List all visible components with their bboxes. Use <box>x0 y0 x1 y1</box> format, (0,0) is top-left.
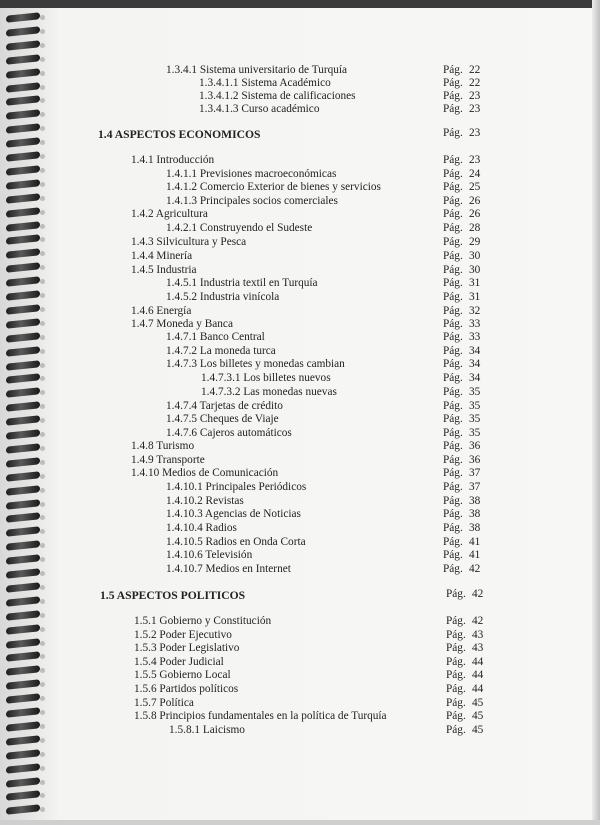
toc-entry <box>166 481 306 494</box>
toc-entry-title: 1.4.7.3.1 Los billetes nuevos <box>201 372 331 384</box>
toc-entry <box>199 103 319 116</box>
page-number: 23 <box>469 90 481 102</box>
page-number: 28 <box>469 222 481 234</box>
page-number: 44 <box>472 656 484 668</box>
toc-entry-title: 1.4.10.6 Televisión <box>166 549 253 561</box>
toc-entry-title: 1.4.10.7 Medios en Internet <box>166 563 291 575</box>
toc-entry <box>166 413 279 426</box>
toc-page-ref <box>443 195 480 208</box>
page-abbrev: Pág. <box>443 440 463 452</box>
toc-entry-title: 1.4.1.1 Previsiones macroeconómicas <box>166 168 337 180</box>
toc-page-ref <box>443 481 480 494</box>
toc-page-ref <box>443 495 480 508</box>
toc-entry-title: 1.5.7 Política <box>134 697 194 709</box>
toc-entry <box>131 250 192 263</box>
toc-page-ref <box>443 522 480 535</box>
toc-entry-title: 1.4.8 Turismo <box>131 440 195 452</box>
toc-page-ref <box>446 710 483 723</box>
page-abbrev: Pág. <box>443 318 463 330</box>
page-abbrev: Pág. <box>443 522 463 534</box>
toc-entry-title: 1.4.10.1 Principales Periódicos <box>166 481 307 493</box>
page-abbrev: Pág. <box>443 77 463 89</box>
toc-entry <box>166 495 244 508</box>
toc-page-ref <box>446 588 483 601</box>
page-abbrev: Pág. <box>443 386 463 398</box>
page-number: 35 <box>469 413 481 425</box>
toc-entry-title: 1.4 ASPECTOS ECONOMICOS <box>98 128 261 141</box>
toc-entry <box>134 642 239 655</box>
toc-page-ref <box>443 222 480 235</box>
page-abbrev: Pág. <box>443 222 463 234</box>
toc-entry-title: 1.4.7.2 La moneda turca <box>166 345 276 357</box>
page-abbrev: Pág. <box>443 168 463 180</box>
toc-entry-title: 1.5.8 Principios fundamentales en la política de Turquía <box>134 710 387 722</box>
toc-page-ref <box>443 277 480 290</box>
toc-entry-title: 1.4.6 Energía <box>131 305 192 317</box>
page-number: 23 <box>469 127 481 139</box>
toc-entry <box>134 629 232 642</box>
toc-entry-title: 1.4.7 Moneda y Banca <box>131 318 233 330</box>
toc-entry <box>201 372 331 385</box>
page-number: 44 <box>472 683 484 695</box>
toc-entry <box>166 345 276 358</box>
page-number: 38 <box>469 508 481 520</box>
toc-entry <box>166 508 301 521</box>
toc-page-ref <box>443 358 480 371</box>
toc-entry <box>131 467 278 480</box>
toc-entry-title: 1.4.10 Medios de Comunicación <box>131 467 279 479</box>
page-abbrev: Pág. <box>443 563 463 575</box>
toc-entry-title: 1.5.4 Poder Judicial <box>134 656 224 668</box>
toc-page-ref <box>443 181 480 194</box>
toc-entry-title: 1.5 ASPECTOS POLITICOS <box>100 589 246 602</box>
toc-entry <box>131 318 233 331</box>
page-abbrev: Pág. <box>443 536 463 548</box>
toc-entry <box>134 710 387 723</box>
toc-entry-title: 1.4.5.1 Industria textil en Turquía <box>166 277 318 289</box>
toc-entry <box>166 331 265 344</box>
page-number: 35 <box>469 400 481 412</box>
toc-page-ref <box>443 77 480 90</box>
toc-page-ref <box>443 236 480 249</box>
page-number: 31 <box>469 291 481 303</box>
toc-entry-title: 1.4.7.3 Los billetes y monedas cambian <box>166 358 345 370</box>
toc-entry <box>134 697 194 710</box>
page-abbrev: Pág. <box>443 208 463 220</box>
page-abbrev: Pág. <box>443 400 463 412</box>
toc-entry <box>131 440 194 453</box>
toc-entry-title: 1.5.2 Poder Ejecutivo <box>134 629 232 641</box>
page-number: 34 <box>469 372 481 384</box>
page-abbrev: Pág. <box>446 710 466 722</box>
toc-entry-title: 1.3.4.1.2 Sistema de calificaciones <box>199 90 356 102</box>
toc-entry <box>166 549 252 562</box>
toc-entry <box>166 291 279 304</box>
toc-page-ref <box>443 318 480 331</box>
toc-entry-title: 1.4.7.5 Cheques de Viaje <box>166 413 279 425</box>
toc-page-ref <box>446 669 483 682</box>
page-abbrev: Pág. <box>446 629 466 641</box>
page-number: 30 <box>469 264 481 276</box>
page-number: 42 <box>472 615 484 627</box>
toc-entry-title: 1.3.4.1.1 Sistema Académico <box>199 77 331 89</box>
toc-page-ref <box>443 440 480 453</box>
page-number: 42 <box>472 588 484 600</box>
toc-page-ref <box>446 697 483 710</box>
page-number: 45 <box>472 724 484 736</box>
toc-page-ref <box>446 629 483 642</box>
page-abbrev: Pág. <box>443 250 463 262</box>
page-abbrev: Pág. <box>446 615 466 627</box>
page-abbrev: Pág. <box>443 495 463 507</box>
toc-entry <box>134 669 231 682</box>
toc-page-ref <box>443 549 480 562</box>
toc-entry-title: 1.5.5 Gobierno Local <box>134 669 231 681</box>
toc-page-ref <box>443 250 480 263</box>
page-abbrev: Pág. <box>443 413 463 425</box>
toc-page-ref <box>443 291 480 304</box>
toc-page-ref <box>443 90 480 103</box>
toc-entry-title: 1.3.4.1 Sistema universitario de Turquía <box>166 64 348 76</box>
toc-entry <box>201 386 337 399</box>
toc-entry-title: 1.4.10.4 Radios <box>166 522 237 534</box>
toc-page-ref <box>443 372 480 385</box>
toc-page-ref <box>443 154 480 167</box>
page-abbrev: Pág. <box>443 277 463 289</box>
page-abbrev: Pág. <box>443 64 463 76</box>
page-abbrev: Pág. <box>443 264 463 276</box>
page-number: 38 <box>469 495 481 507</box>
page-number: 43 <box>472 629 484 641</box>
toc-entry-title: 1.4.5.2 Industria vinícola <box>166 291 280 303</box>
page-number: 23 <box>469 103 481 115</box>
toc-page-ref <box>443 400 480 413</box>
page-abbrev: Pág. <box>443 291 463 303</box>
page-abbrev: Pág. <box>443 181 463 193</box>
toc-entry-title: 1.4.1 Introducción <box>131 154 215 166</box>
page-number: 35 <box>469 386 481 398</box>
page-abbrev: Pág. <box>443 90 463 102</box>
toc-entry-title: 1.4.9 Transporte <box>131 454 205 466</box>
toc-page-ref <box>443 563 480 576</box>
toc-page-ref <box>446 724 483 737</box>
toc-entry <box>131 305 191 318</box>
toc-entry <box>199 77 331 90</box>
page-number: 32 <box>469 305 481 317</box>
page-abbrev: Pág. <box>443 372 463 384</box>
page-abbrev: Pág. <box>446 669 466 681</box>
page-abbrev: Pág. <box>443 154 463 166</box>
page-abbrev: Pág. <box>446 697 466 709</box>
page-number: 44 <box>472 669 484 681</box>
toc-entry <box>166 181 381 194</box>
toc-entry-title: 1.4.7.4 Tarjetas de crédito <box>166 400 283 412</box>
page-number: 37 <box>469 481 481 493</box>
page-abbrev: Pág. <box>443 454 463 466</box>
toc-section-heading <box>100 589 245 603</box>
toc-entry-title: 1.4.2 Agricultura <box>131 208 208 220</box>
toc-entry <box>166 563 291 576</box>
page-number: 25 <box>469 181 481 193</box>
page-abbrev: Pág. <box>446 642 466 654</box>
page-number: 30 <box>469 250 481 262</box>
page-abbrev: Pág. <box>443 345 463 357</box>
toc-page-ref <box>443 331 480 344</box>
toc-entry-title: 1.4.4 Minería <box>131 250 193 262</box>
toc-entry <box>134 615 271 628</box>
toc-entry <box>166 277 318 290</box>
toc-entry-title: 1.4.2.1 Construyendo el Sudeste <box>166 222 313 234</box>
toc-entry-title: 1.4.10.5 Radios en Onda Corta <box>166 536 306 548</box>
toc-entry <box>131 208 208 221</box>
toc-entry <box>166 168 336 181</box>
toc-entry-title: 1.4.3 Silvicultura y Pesca <box>131 236 247 248</box>
toc-page-ref <box>446 683 483 696</box>
toc-entry-title: 1.4.7.1 Banco Central <box>166 331 265 343</box>
toc-page-ref <box>443 127 480 140</box>
toc-page-ref <box>443 345 480 358</box>
toc-entry-title: 1.4.7.3.2 Las monedas nuevas <box>201 386 337 398</box>
toc-entry-title: 1.4.7.6 Cajeros automáticos <box>166 427 292 439</box>
toc-entry <box>166 400 283 413</box>
page-abbrev: Pág. <box>446 724 466 736</box>
toc-entry-title: 1.4.5 Industria <box>131 264 197 276</box>
toc-page-ref <box>443 427 480 440</box>
page-number: 42 <box>469 563 481 575</box>
page-abbrev: Pág. <box>446 656 466 668</box>
toc-entry <box>131 236 246 249</box>
toc-entry <box>166 64 347 77</box>
page-number: 35 <box>469 427 481 439</box>
toc-entry-title: 1.4.1.2 Comercio Exterior de bienes y servicios <box>166 181 381 193</box>
page-abbrev: Pág. <box>443 103 463 115</box>
toc-page-ref <box>443 454 480 467</box>
page-number: 34 <box>469 345 481 357</box>
toc-entry-title: 1.5.3 Poder Legislativo <box>134 642 240 654</box>
page-abbrev: Pág. <box>443 549 463 561</box>
toc-entry <box>134 656 224 669</box>
page-abbrev: Pág. <box>443 508 463 520</box>
page-number: 43 <box>472 642 484 654</box>
page-abbrev: Pág. <box>443 467 463 479</box>
page-number: 36 <box>469 440 481 452</box>
toc-page-ref <box>443 64 480 77</box>
toc-entry <box>131 154 214 167</box>
page-abbrev: Pág. <box>443 427 463 439</box>
page-number: 45 <box>472 697 484 709</box>
toc-page-ref <box>443 413 480 426</box>
page-number: 45 <box>472 710 484 722</box>
page-number: 31 <box>469 277 481 289</box>
page-number: 23 <box>469 154 481 166</box>
toc-entry-title: 1.5.6 Partidos políticos <box>134 683 239 695</box>
page-abbrev: Pág. <box>443 331 463 343</box>
page-abbrev: Pág. <box>443 127 463 139</box>
page-number: 22 <box>469 64 481 76</box>
page-number: 41 <box>469 549 481 561</box>
toc-page-ref <box>446 656 483 669</box>
toc-page-ref <box>443 208 480 221</box>
toc-page-ref <box>443 103 480 116</box>
toc-section-heading <box>98 128 260 142</box>
toc-entry <box>166 427 292 440</box>
page-number: 33 <box>469 318 481 330</box>
page-number: 34 <box>469 358 481 370</box>
page-abbrev: Pág. <box>443 305 463 317</box>
page-number: 26 <box>469 195 481 207</box>
toc-page-ref <box>443 508 480 521</box>
page-abbrev: Pág. <box>443 195 463 207</box>
page-number: 26 <box>469 208 481 220</box>
toc-entry <box>131 264 197 277</box>
toc-page-ref <box>443 386 480 399</box>
toc-entry <box>166 522 237 535</box>
toc-entry-title: 1.3.4.1.3 Curso académico <box>199 103 320 115</box>
toc-page-ref <box>443 264 480 277</box>
toc-entry <box>134 683 238 696</box>
page-number: 38 <box>469 522 481 534</box>
toc-entry <box>166 536 306 549</box>
page-number: 24 <box>469 168 481 180</box>
page-number: 22 <box>469 77 481 89</box>
page-abbrev: Pág. <box>446 683 466 695</box>
toc-entry <box>166 195 338 208</box>
toc-entry-title: 1.5.1 Gobierno y Constitución <box>134 615 272 627</box>
toc-entry-title: 1.4.10.3 Agencias de Noticias <box>166 508 301 520</box>
page-number: 33 <box>469 331 481 343</box>
page-number: 37 <box>469 467 481 479</box>
toc-entry-title: 1.4.10.2 Revistas <box>166 495 244 507</box>
toc-page-ref <box>443 467 480 480</box>
toc-page-ref <box>443 536 480 549</box>
page-number: 29 <box>469 236 481 248</box>
toc-entry <box>169 724 245 737</box>
toc-entry-title: 1.5.8.1 Laicismo <box>169 724 245 736</box>
toc-page-ref <box>443 305 480 318</box>
page-abbrev: Pág. <box>446 588 466 600</box>
toc-entry <box>166 222 312 235</box>
page-number: 41 <box>469 536 481 548</box>
toc-entry-title: 1.4.1.3 Principales socios comerciales <box>166 195 338 207</box>
page-abbrev: Pág. <box>443 358 463 370</box>
toc-entry <box>131 454 205 467</box>
page-abbrev: Pág. <box>443 481 463 493</box>
toc-page-ref <box>443 168 480 181</box>
page-number: 36 <box>469 454 481 466</box>
toc-page-ref <box>446 642 483 655</box>
toc-entry <box>199 90 356 103</box>
page-abbrev: Pág. <box>443 236 463 248</box>
toc-entry <box>166 358 345 371</box>
toc-page-ref <box>446 615 483 628</box>
